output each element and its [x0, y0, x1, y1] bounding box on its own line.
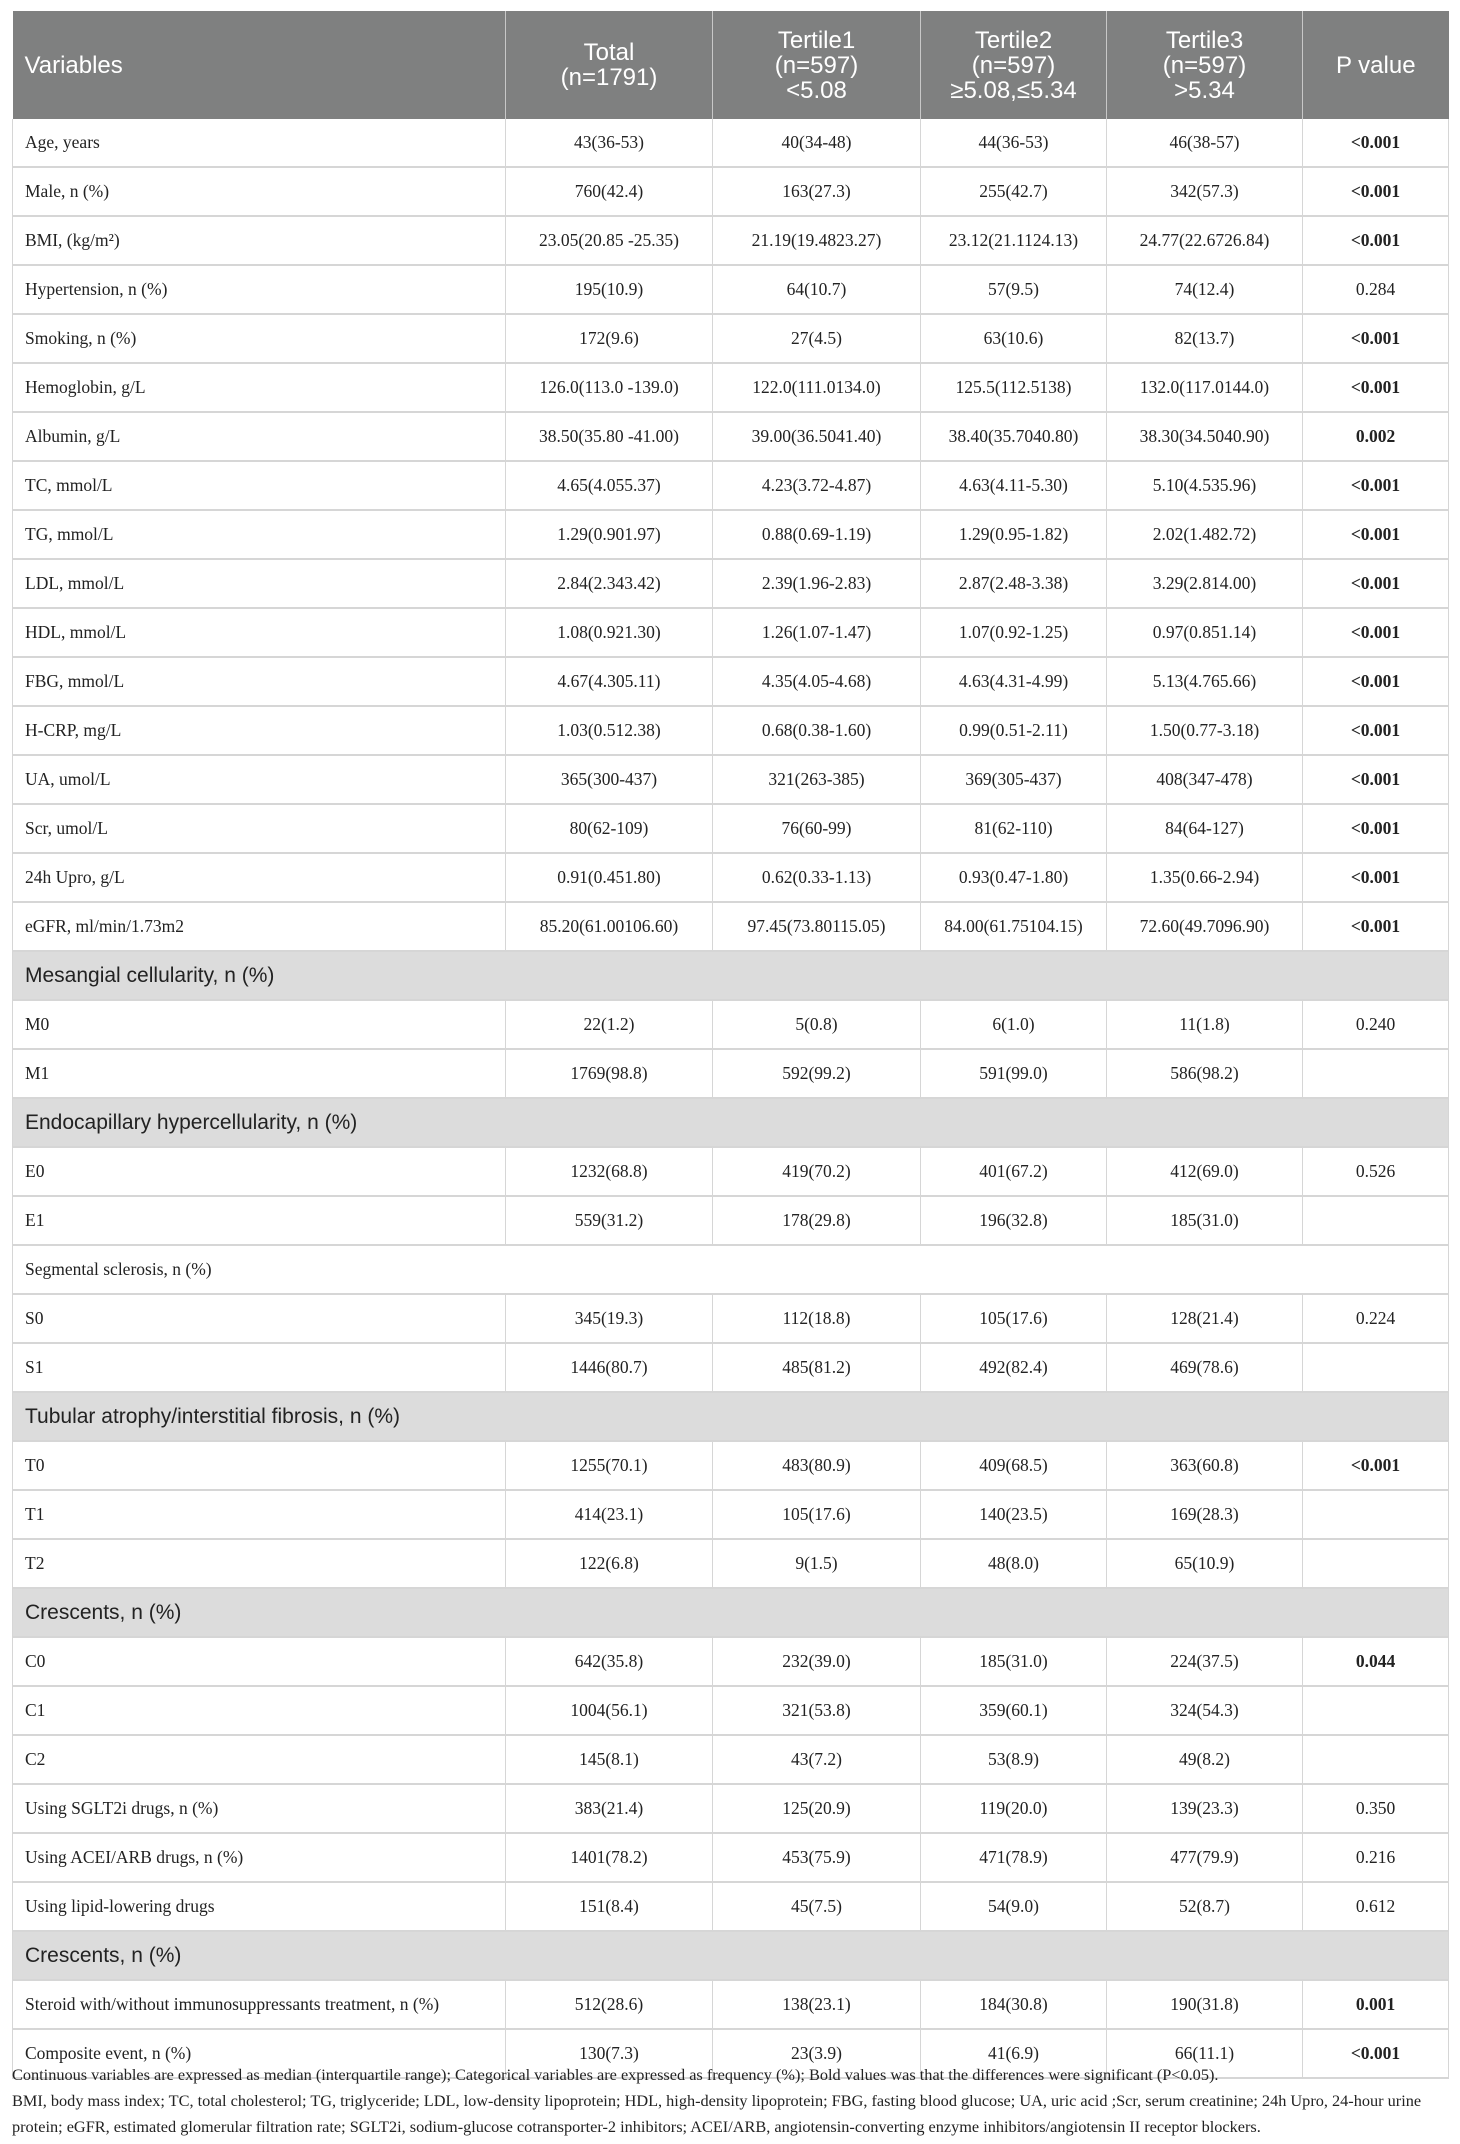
variable-name-cell: H-CRP, mg/L: [13, 706, 506, 755]
cell-tertile2: 184(30.8): [921, 1980, 1107, 2029]
table-row: [13, 412, 1449, 461]
table-row: [13, 706, 1449, 755]
table-row: [13, 265, 1449, 314]
cell-tertile2: 81(62-110): [921, 804, 1107, 853]
cell-p-value: 0.350: [1303, 1784, 1449, 1833]
cell-total: 4.67(4.305.11): [506, 657, 713, 706]
cell-tertile2: 54(9.0): [921, 1882, 1107, 1931]
footnote-abbreviations-intro: Continuous variables are expressed as median (interquartile range); Categorical variables are expressed as frequency (%); Bold values was that the differences were significant (P<0.05).: [12, 2065, 1219, 2084]
section-header-row: [13, 1588, 1449, 1637]
variable-name-cell: Age, years: [13, 119, 506, 167]
cell-tertile1: 0.88(0.69-1.19): [713, 510, 921, 559]
cell-tertile3: 128(21.4): [1107, 1294, 1303, 1343]
section-label: Mesangial cellularity, n (%): [13, 951, 1449, 1000]
cell-tertile1: 592(99.2): [713, 1049, 921, 1098]
cell-tertile2: 84.00(61.75104.15): [921, 902, 1107, 951]
cell-tertile2: 38.40(35.7040.80): [921, 412, 1107, 461]
table-header-row: [13, 11, 1449, 119]
cell-tertile1: 4.23(3.72-4.87): [713, 461, 921, 510]
cell-tertile3: 82(13.7): [1107, 314, 1303, 363]
cell-total: 760(42.4): [506, 167, 713, 216]
cell-total: 85.20(61.00106.60): [506, 902, 713, 951]
table-row: [13, 510, 1449, 559]
cell-tertile2: 125.5(112.5138): [921, 363, 1107, 412]
footnote-abbreviations: BMI, body mass index; TC, total cholesterol; TG, triglyceride; LDL, low-density lipoprotein; HDL, high-density lipoprotein; FBG, fasting blood glucose; UA, uric acid ;Scr, serum creatinine; 24h Upro, 24-hour urine protein; eGFR, estimated glomerular filtration rate; SGLT2i, sodium-glucose cotransporter-2 inhibitors; ACEI/ARB, angiotensin-converting enzyme inhibitors/angiotensin II receptor blockers.: [12, 2091, 1422, 2136]
cell-p-value: [1303, 1490, 1449, 1539]
table-row: [13, 216, 1449, 265]
cell-tertile2: 492(82.4): [921, 1343, 1107, 1392]
table-row: [13, 1441, 1449, 1490]
variable-name-cell: C1: [13, 1686, 506, 1735]
cell-total: 4.65(4.055.37): [506, 461, 713, 510]
section-header-row: [13, 951, 1449, 1000]
cell-tertile2: 4.63(4.31-4.99): [921, 657, 1107, 706]
variable-name-cell: T0: [13, 1441, 506, 1490]
cell-tertile1: 5(0.8): [713, 1000, 921, 1049]
cell-tertile3: 412(69.0): [1107, 1147, 1303, 1196]
variable-name-cell: Steroid with/without immunosuppressants treatment, n (%): [13, 1980, 506, 2029]
cell-tertile3: 5.10(4.535.96): [1107, 461, 1303, 510]
cell-tertile1: 125(20.9): [713, 1784, 921, 1833]
column-header-tertile3: Tertile3 (n=597) >5.34: [1107, 11, 1303, 119]
table-row: [13, 119, 1449, 167]
table-row: [13, 1196, 1449, 1245]
cell-tertile3: 3.29(2.814.00): [1107, 559, 1303, 608]
subgroup-label-row: [13, 1245, 1449, 1294]
cell-tertile2: 63(10.6): [921, 314, 1107, 363]
variable-name-cell: M1: [13, 1049, 506, 1098]
cell-p-value: 0.002: [1303, 412, 1449, 461]
table-row: [13, 1980, 1449, 2029]
cell-tertile1: 0.62(0.33-1.13): [713, 853, 921, 902]
cell-total: 22(1.2): [506, 1000, 713, 1049]
cell-total: 145(8.1): [506, 1735, 713, 1784]
cell-tertile2: 185(31.0): [921, 1637, 1107, 1686]
cell-total: 151(8.4): [506, 1882, 713, 1931]
cell-tertile1: 232(39.0): [713, 1637, 921, 1686]
cell-total: 1401(78.2): [506, 1833, 713, 1882]
cell-tertile1: 21.19(19.4823.27): [713, 216, 921, 265]
cell-p-value: [1303, 1343, 1449, 1392]
cell-tertile1: 4.35(4.05-4.68): [713, 657, 921, 706]
table-footnotes: [12, 2062, 1452, 2140]
cell-tertile3: 132.0(117.0144.0): [1107, 363, 1303, 412]
cell-p-value: [1303, 1196, 1449, 1245]
section-header-row: [13, 1931, 1449, 1980]
cell-total: 642(35.8): [506, 1637, 713, 1686]
cell-tertile3: 84(64-127): [1107, 804, 1303, 853]
cell-total: 23.05(20.85 -25.35): [506, 216, 713, 265]
cell-total: 1.29(0.901.97): [506, 510, 713, 559]
cell-tertile2: 140(23.5): [921, 1490, 1107, 1539]
table-row: [13, 657, 1449, 706]
cell-total: 172(9.6): [506, 314, 713, 363]
section-label: Endocapillary hypercellularity, n (%): [13, 1098, 1449, 1147]
cell-tertile3: 46(38-57): [1107, 119, 1303, 167]
cell-tertile1: 138(23.1): [713, 1980, 921, 2029]
cell-p-value: <0.001: [1303, 853, 1449, 902]
cell-p-value: <0.001: [1303, 119, 1449, 167]
cell-tertile2: 1.29(0.95-1.82): [921, 510, 1107, 559]
cell-tertile2: 119(20.0): [921, 1784, 1107, 1833]
variable-name-cell: C0: [13, 1637, 506, 1686]
cell-tertile3: 1.50(0.77-3.18): [1107, 706, 1303, 755]
cell-tertile2: 44(36-53): [921, 119, 1107, 167]
table-row: [13, 461, 1449, 510]
cell-tertile2: 6(1.0): [921, 1000, 1107, 1049]
cell-tertile3: 66(11.1): [1107, 2029, 1303, 2078]
cell-p-value: 0.216: [1303, 1833, 1449, 1882]
cell-p-value: 0.224: [1303, 1294, 1449, 1343]
cell-tertile1: 64(10.7): [713, 265, 921, 314]
variable-name-cell: Scr, umol/L: [13, 804, 506, 853]
variable-name-cell: Hemoglobin, g/L: [13, 363, 506, 412]
table-row: [13, 1882, 1449, 1931]
cell-tertile3: 169(28.3): [1107, 1490, 1303, 1539]
cell-p-value: 0.612: [1303, 1882, 1449, 1931]
cell-tertile3: 408(347-478): [1107, 755, 1303, 804]
cell-total: 1.03(0.512.38): [506, 706, 713, 755]
cell-tertile2: 57(9.5): [921, 265, 1107, 314]
cell-tertile3: 469(78.6): [1107, 1343, 1303, 1392]
cell-p-value: <0.001: [1303, 657, 1449, 706]
cell-tertile2: 53(8.9): [921, 1735, 1107, 1784]
cell-total: 365(300-437): [506, 755, 713, 804]
cell-tertile3: 224(37.5): [1107, 1637, 1303, 1686]
variable-name-cell: Using SGLT2i drugs, n (%): [13, 1784, 506, 1833]
cell-total: 1446(80.7): [506, 1343, 713, 1392]
cell-p-value: <0.001: [1303, 902, 1449, 951]
cell-total: 1.08(0.921.30): [506, 608, 713, 657]
cell-tertile3: 2.02(1.482.72): [1107, 510, 1303, 559]
cell-p-value: <0.001: [1303, 167, 1449, 216]
cell-tertile1: 76(60-99): [713, 804, 921, 853]
cell-tertile1: 321(53.8): [713, 1686, 921, 1735]
table-row: [13, 755, 1449, 804]
table-row: [13, 804, 1449, 853]
variable-name-cell: T1: [13, 1490, 506, 1539]
table-row: [13, 1833, 1449, 1882]
variable-name-cell: Using ACEI/ARB drugs, n (%): [13, 1833, 506, 1882]
cell-p-value: <0.001: [1303, 804, 1449, 853]
variable-name-cell: M0: [13, 1000, 506, 1049]
cell-total: 80(62-109): [506, 804, 713, 853]
cell-total: 195(10.9): [506, 265, 713, 314]
cell-tertile3: 185(31.0): [1107, 1196, 1303, 1245]
table-row: [13, 1000, 1449, 1049]
cell-total: 130(7.3): [506, 2029, 713, 2078]
cell-p-value: <0.001: [1303, 2029, 1449, 2078]
variable-name-cell: Using lipid-lowering drugs: [13, 1882, 506, 1931]
variable-name-cell: LDL, mmol/L: [13, 559, 506, 608]
cell-total: 559(31.2): [506, 1196, 713, 1245]
table-row: [13, 1147, 1449, 1196]
cell-p-value: <0.001: [1303, 510, 1449, 559]
cell-tertile3: 1.35(0.66-2.94): [1107, 853, 1303, 902]
column-header-tertile1: Tertile1 (n=597) <5.08: [713, 11, 921, 119]
cell-p-value: <0.001: [1303, 461, 1449, 510]
section-header-row: [13, 1098, 1449, 1147]
cell-tertile2: 196(32.8): [921, 1196, 1107, 1245]
variable-name-cell: TC, mmol/L: [13, 461, 506, 510]
table-row: [13, 902, 1449, 951]
cell-tertile2: 1.07(0.92-1.25): [921, 608, 1107, 657]
table-row: [13, 363, 1449, 412]
cell-tertile2: 255(42.7): [921, 167, 1107, 216]
variable-name-cell: TG, mmol/L: [13, 510, 506, 559]
section-label: Tubular atrophy/interstitial fibrosis, n (%): [13, 1392, 1449, 1441]
cell-tertile1: 1.26(1.07-1.47): [713, 608, 921, 657]
cell-tertile2: 48(8.0): [921, 1539, 1107, 1588]
cell-tertile1: 97.45(73.80115.05): [713, 902, 921, 951]
cell-tertile1: 321(263-385): [713, 755, 921, 804]
cell-tertile1: 27(4.5): [713, 314, 921, 363]
cell-tertile2: 471(78.9): [921, 1833, 1107, 1882]
cell-total: 414(23.1): [506, 1490, 713, 1539]
cell-tertile2: 105(17.6): [921, 1294, 1107, 1343]
cell-tertile2: 401(67.2): [921, 1147, 1107, 1196]
table-row: [13, 1294, 1449, 1343]
cell-tertile3: 65(10.9): [1107, 1539, 1303, 1588]
cell-tertile3: 342(57.3): [1107, 167, 1303, 216]
cell-tertile1: 9(1.5): [713, 1539, 921, 1588]
table-row: [13, 1637, 1449, 1686]
section-label: Crescents, n (%): [13, 1588, 1449, 1637]
cell-tertile1: 43(7.2): [713, 1735, 921, 1784]
variable-name-cell: HDL, mmol/L: [13, 608, 506, 657]
cell-total: 383(21.4): [506, 1784, 713, 1833]
table-row: [13, 314, 1449, 363]
cell-total: 1232(68.8): [506, 1147, 713, 1196]
section-header-row: [13, 1392, 1449, 1441]
cell-tertile3: 190(31.8): [1107, 1980, 1303, 2029]
cell-tertile3: 11(1.8): [1107, 1000, 1303, 1049]
cell-tertile3: 139(23.3): [1107, 1784, 1303, 1833]
cell-tertile2: 369(305-437): [921, 755, 1107, 804]
baseline-characteristics-table: [12, 11, 1449, 2079]
cell-tertile2: 409(68.5): [921, 1441, 1107, 1490]
cell-tertile1: 112(18.8): [713, 1294, 921, 1343]
cell-total: 1769(98.8): [506, 1049, 713, 1098]
variable-name-cell: 24h Upro, g/L: [13, 853, 506, 902]
table-row: [13, 1784, 1449, 1833]
cell-p-value: [1303, 1049, 1449, 1098]
variable-name-cell: BMI, (kg/m²): [13, 216, 506, 265]
variable-name-cell: Smoking, n (%): [13, 314, 506, 363]
cell-tertile2: 41(6.9): [921, 2029, 1107, 2078]
cell-tertile1: 40(34-48): [713, 119, 921, 167]
cell-tertile1: 45(7.5): [713, 1882, 921, 1931]
table-row: [13, 608, 1449, 657]
table-row: [13, 1686, 1449, 1735]
cell-tertile1: 419(70.2): [713, 1147, 921, 1196]
cell-tertile1: 105(17.6): [713, 1490, 921, 1539]
cell-p-value: <0.001: [1303, 608, 1449, 657]
cell-total: 126.0(113.0 -139.0): [506, 363, 713, 412]
cell-tertile3: 363(60.8): [1107, 1441, 1303, 1490]
cell-tertile1: 485(81.2): [713, 1343, 921, 1392]
column-header-tertile2: Tertile2 (n=597) ≥5.08,≤5.34: [921, 11, 1107, 119]
variable-name-cell: Composite event, n (%): [13, 2029, 506, 2078]
variable-name-cell: E1: [13, 1196, 506, 1245]
cell-p-value: 0.526: [1303, 1147, 1449, 1196]
section-label: Segmental sclerosis, n (%): [13, 1245, 1449, 1294]
cell-tertile1: 39.00(36.5041.40): [713, 412, 921, 461]
column-header-total: Total (n=1791): [506, 11, 713, 119]
cell-total: 122(6.8): [506, 1539, 713, 1588]
cell-total: 43(36-53): [506, 119, 713, 167]
cell-tertile1: 163(27.3): [713, 167, 921, 216]
cell-p-value: 0.044: [1303, 1637, 1449, 1686]
cell-total: 345(19.3): [506, 1294, 713, 1343]
table-row: [13, 1490, 1449, 1539]
cell-p-value: <0.001: [1303, 1441, 1449, 1490]
section-label: Crescents, n (%): [13, 1931, 1449, 1980]
cell-p-value: 0.240: [1303, 1000, 1449, 1049]
cell-tertile1: 0.68(0.38-1.60): [713, 706, 921, 755]
table-row: [13, 559, 1449, 608]
table-row: [13, 1735, 1449, 1784]
cell-tertile1: 453(75.9): [713, 1833, 921, 1882]
cell-tertile2: 0.93(0.47-1.80): [921, 853, 1107, 902]
column-header-variables: Variables: [13, 11, 506, 119]
cell-tertile2: 359(60.1): [921, 1686, 1107, 1735]
cell-tertile3: 72.60(49.7096.90): [1107, 902, 1303, 951]
cell-tertile3: 0.97(0.851.14): [1107, 608, 1303, 657]
cell-tertile1: 483(80.9): [713, 1441, 921, 1490]
variable-name-cell: E0: [13, 1147, 506, 1196]
variable-name-cell: Male, n (%): [13, 167, 506, 216]
variable-name-cell: eGFR, ml/min/1.73m2: [13, 902, 506, 951]
table-row: [13, 1049, 1449, 1098]
cell-p-value: 0.001: [1303, 1980, 1449, 2029]
cell-p-value: [1303, 1539, 1449, 1588]
cell-total: 38.50(35.80 -41.00): [506, 412, 713, 461]
cell-tertile1: 2.39(1.96-2.83): [713, 559, 921, 608]
table-body: [13, 119, 1449, 2078]
cell-tertile3: 52(8.7): [1107, 1882, 1303, 1931]
cell-p-value: <0.001: [1303, 363, 1449, 412]
cell-total: 512(28.6): [506, 1980, 713, 2029]
cell-tertile3: 586(98.2): [1107, 1049, 1303, 1098]
cell-tertile3: 74(12.4): [1107, 265, 1303, 314]
cell-p-value: 0.284: [1303, 265, 1449, 314]
cell-total: 2.84(2.343.42): [506, 559, 713, 608]
cell-tertile1: 178(29.8): [713, 1196, 921, 1245]
cell-tertile3: 49(8.2): [1107, 1735, 1303, 1784]
cell-tertile3: 24.77(22.6726.84): [1107, 216, 1303, 265]
cell-total: 1255(70.1): [506, 1441, 713, 1490]
variable-name-cell: S0: [13, 1294, 506, 1343]
cell-p-value: <0.001: [1303, 559, 1449, 608]
table-row: [13, 853, 1449, 902]
cell-tertile3: 477(79.9): [1107, 1833, 1303, 1882]
cell-total: 1004(56.1): [506, 1686, 713, 1735]
cell-tertile2: 591(99.0): [921, 1049, 1107, 1098]
cell-tertile3: 38.30(34.5040.90): [1107, 412, 1303, 461]
cell-tertile2: 0.99(0.51-2.11): [921, 706, 1107, 755]
cell-p-value: <0.001: [1303, 755, 1449, 804]
variable-name-cell: UA, umol/L: [13, 755, 506, 804]
cell-tertile1: 23(3.9): [713, 2029, 921, 2078]
variable-name-cell: T2: [13, 1539, 506, 1588]
cell-total: 0.91(0.451.80): [506, 853, 713, 902]
variable-name-cell: Albumin, g/L: [13, 412, 506, 461]
cell-p-value: <0.001: [1303, 216, 1449, 265]
cell-tertile2: 2.87(2.48-3.38): [921, 559, 1107, 608]
cell-p-value: <0.001: [1303, 314, 1449, 363]
variable-name-cell: S1: [13, 1343, 506, 1392]
column-header-p-value: P value: [1303, 11, 1449, 119]
table-row: [13, 1539, 1449, 1588]
variable-name-cell: C2: [13, 1735, 506, 1784]
cell-p-value: <0.001: [1303, 706, 1449, 755]
table-row: [13, 167, 1449, 216]
table-row: [13, 1343, 1449, 1392]
cell-tertile1: 122.0(111.0134.0): [713, 363, 921, 412]
cell-tertile3: 5.13(4.765.66): [1107, 657, 1303, 706]
cell-p-value: [1303, 1735, 1449, 1784]
variable-name-cell: Hypertension, n (%): [13, 265, 506, 314]
cell-tertile2: 4.63(4.11-5.30): [921, 461, 1107, 510]
variable-name-cell: FBG, mmol/L: [13, 657, 506, 706]
cell-p-value: [1303, 1686, 1449, 1735]
cell-tertile2: 23.12(21.1124.13): [921, 216, 1107, 265]
cell-tertile3: 324(54.3): [1107, 1686, 1303, 1735]
